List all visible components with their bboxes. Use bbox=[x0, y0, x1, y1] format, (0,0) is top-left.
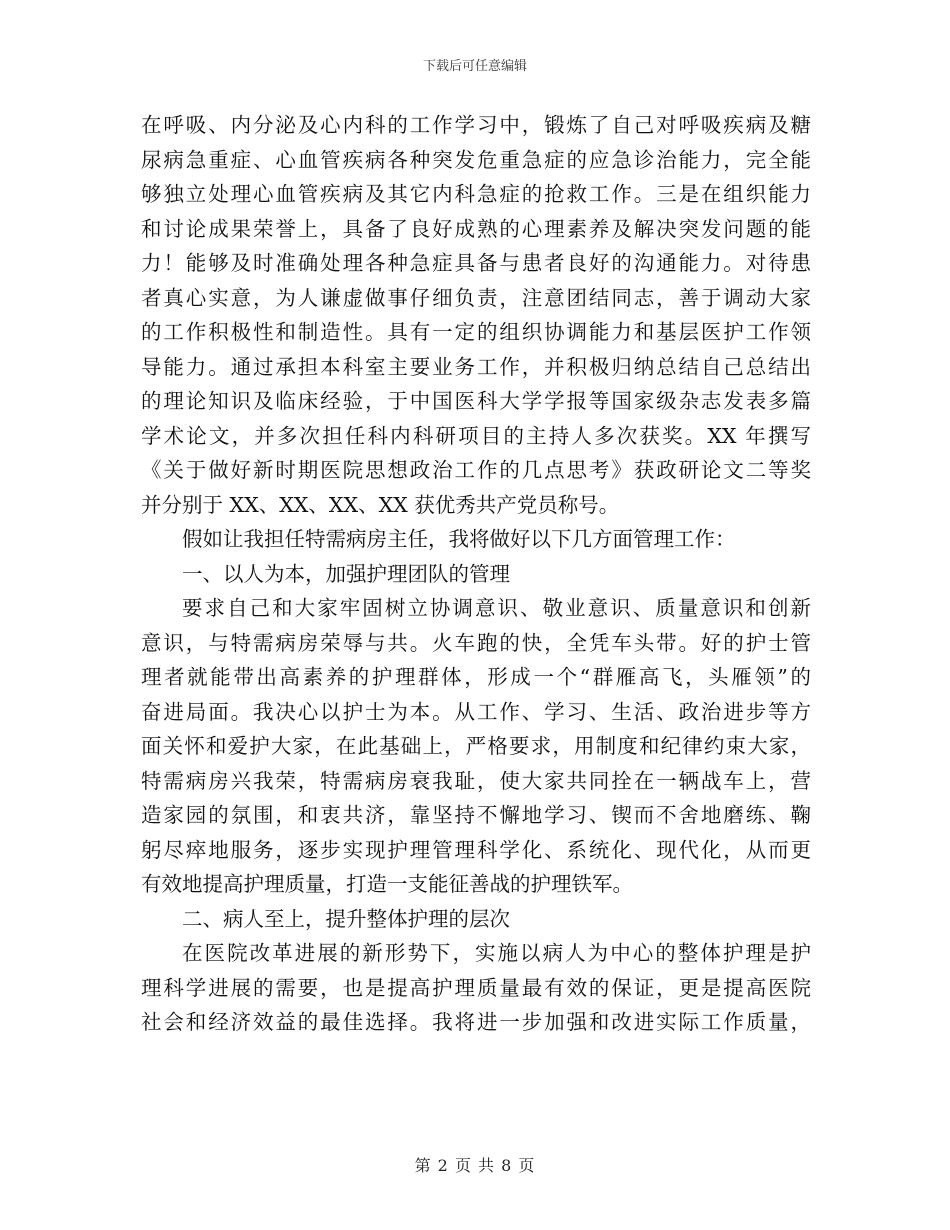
text-line: 导能力。通过承担本科室主要业务工作，并积极归纳总结自己总结出 bbox=[141, 354, 811, 379]
text-line: 社会和经济效益的最佳选择。我将进一步加强和改进实际工作质量， bbox=[141, 1010, 811, 1034]
text-line: 理科学进展的需要，也是提高护理质量最有效的保证，更是提高医院 bbox=[141, 975, 811, 1000]
text-line: 学术论文，并多次担任科内科研项目的主持人多次获奖。XX 年撰写 bbox=[141, 423, 811, 448]
text-line: 躬尽瘁地服务，逐步实现护理管理科学化、系统化、现代化，从而更 bbox=[141, 837, 811, 862]
text-line: 意识，与特需病房荣辱与共。火车跑的快，全凭车头带。好的护士管 bbox=[141, 630, 811, 655]
text-line: 奋进局面。我决心以护士为本。从工作、学习、生活、政治进步等方 bbox=[141, 699, 811, 724]
page-header: 下载后可任意编辑 bbox=[422, 59, 527, 74]
section-heading: 一、以人为本，加强护理团队的管理 bbox=[182, 561, 510, 586]
text-line: 并分别于 XX、XX、XX、XX 获优秀共产党员称号。 bbox=[141, 492, 620, 517]
text-line: 《关于做好新时期医院思想政治工作的几点思考》获政研论文二等奖 bbox=[141, 458, 811, 482]
text-line: 够独立处理心血管疾病及其它内科急症的抢救工作。三是在组织能力 bbox=[141, 182, 811, 206]
text-line: 理者就能带出高素养的护理群体，形成一个“群雁高飞，头雁领”的 bbox=[141, 665, 811, 689]
paragraph-start-line: 要求自己和大家牢固树立协调意识、敬业意识、质量意识和创新 bbox=[182, 596, 811, 620]
text-line: 有效地提高护理质量，打造一支能征善战的护理铁军。 bbox=[141, 872, 633, 896]
text-line: 和讨论成果荣誉上，具备了良好成熟的心理素养及解决突发问题的能 bbox=[141, 216, 811, 241]
text-line: 者真心实意，为人谦虚做事仔细负责，注意团结同志，善于调动大家 bbox=[141, 285, 811, 310]
paragraph-start-line: 假如让我担任特需病房主任，我将做好以下几方面管理工作： bbox=[182, 527, 736, 551]
text-line: 力！能够及时准确处理各种急症具备与患者良好的沟通能力。对待患 bbox=[141, 251, 811, 275]
text-line: 造家园的氛围，和衷共济，靠坚持不懈地学习、锲而不舍地磨练、鞠 bbox=[141, 803, 811, 827]
body-text bbox=[141, 108, 811, 1040]
page-footer: 第 2 页 共 8 页 bbox=[414, 1156, 536, 1175]
text-line: 的工作积极性和制造性。具有一定的组织协调能力和基层医护工作领 bbox=[141, 320, 811, 344]
text-line: 在呼吸、内分泌及心内科的工作学习中，锻炼了自己对呼吸疾病及糖 bbox=[141, 113, 811, 137]
text-line: 尿病急重症、心血管疾病各种突发危重急症的应急诊治能力，完全能 bbox=[141, 147, 811, 172]
text-line: 的理论知识及临床经验，于中国医科大学学报等国家级杂志发表多篇 bbox=[141, 389, 811, 413]
paragraph-start-line: 在医院改革进展的新形势下，实施以病人为中心的整体护理是护 bbox=[182, 941, 811, 965]
text-line: 面关怀和爱护大家，在此基础上，严格要求，用制度和纪律约束大家， bbox=[141, 734, 811, 758]
text-line: 特需病房兴我荣，特需病房衰我耻，使大家共同拴在一辆战车上，营 bbox=[141, 768, 811, 793]
section-heading: 二、病人至上，提升整体护理的层次 bbox=[182, 906, 510, 931]
